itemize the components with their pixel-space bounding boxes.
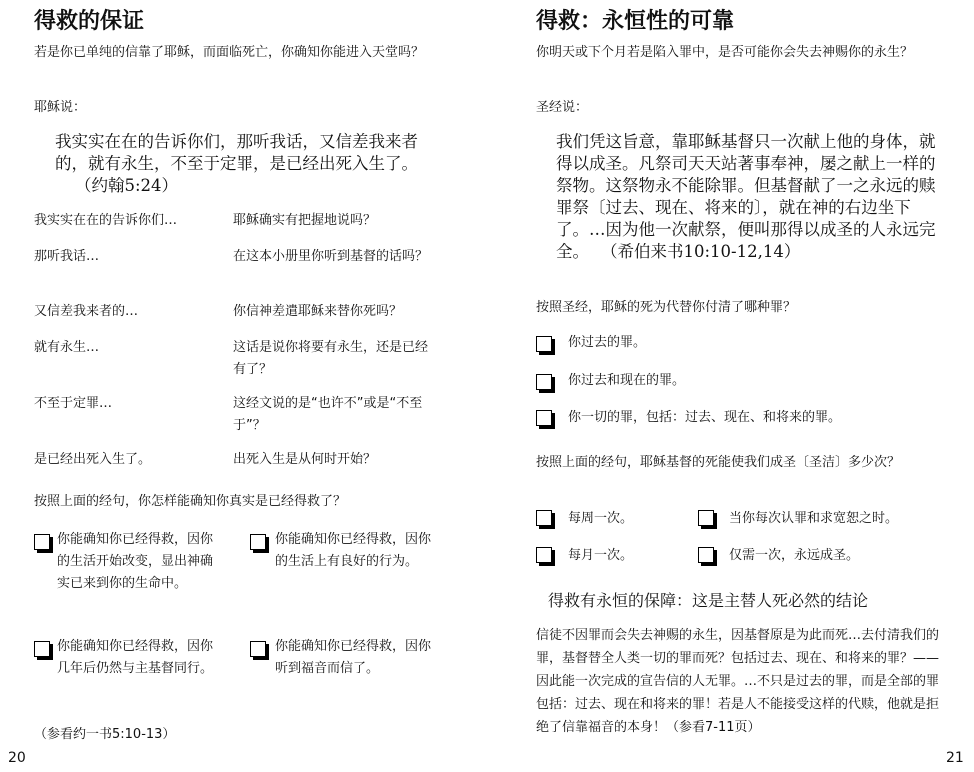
quote-text: 我实实在在的告诉你们，那听我话，又信差我来者的，就有永生，不至于定罪，是已经出死入生了。 [55, 132, 418, 173]
option-2-text: 你能确知你已经得救，因你的生活上有良好的行为。 [275, 532, 432, 569]
row-right-3: 你信神差遣耶稣来替你死吗？ [233, 304, 403, 319]
checkbox-past-sins[interactable] [536, 336, 552, 352]
weekly-text: 每周一次。 [568, 511, 634, 526]
checkbox-once-forever[interactable] [698, 547, 714, 563]
row-left-4: 就有永生… [34, 340, 100, 355]
checkbox-past-present-sins[interactable] [536, 374, 552, 390]
checkbox-option-1[interactable] [34, 534, 50, 550]
row-right-2: 在这本小册里你听到基督的话吗？ [233, 249, 429, 264]
quote-reference: （约翰5:24） [75, 176, 179, 195]
row-right-5: 这经文说的是“也许不”或是“不至于”？ [233, 396, 423, 433]
jesus-says-label: 耶稣说： [34, 100, 87, 115]
option-4-text: 你能确知你已经得救，因你听到福音而信了。 [275, 639, 432, 676]
scripture-says-label: 圣经说： [536, 100, 589, 115]
row-left-3: 又信差我来者的… [34, 304, 139, 319]
left-reference: （参看约一书5:10-13） [34, 727, 176, 742]
right-intro: 你明天或下个月若是陷入罪中，是否可能你会失去神赐你的永生？ [536, 45, 914, 60]
left-question: 按照上面的经句，你怎样能确知你真实是已经得救了？ [34, 494, 347, 509]
left-scripture-quote [55, 131, 435, 197]
row-left-1: 我实实在在的告诉你们… [34, 213, 178, 228]
quote-reference: （希伯来书10:10-12,14） [601, 242, 801, 261]
right-page-title: 得救：永恒性的可靠 [536, 9, 735, 34]
right-question-2: 按照上面的经句，耶稣基督的死能使我们成圣〔圣洁〕多少次？ [536, 455, 901, 470]
row-left-6: 是已经出死入生了。 [34, 452, 152, 467]
monthly-text: 每月一次。 [568, 548, 634, 563]
checkbox-weekly[interactable] [536, 510, 552, 526]
once-forever-text: 仅需一次，永远成圣。 [729, 548, 860, 563]
past-present-sins-text: 你过去和现在的罪。 [568, 373, 686, 388]
left-page-title: 得救的保证 [34, 9, 145, 34]
option-3-text: 你能确知你已经得救，因你几年后仍然与主基督同行。 [57, 639, 214, 676]
option-1-text: 你能确知你已经得救，因你的生活开始改变，显出神确实已来到你的生命中。 [57, 532, 214, 591]
right-question-1: 按照圣经，耶稣的死为代替你付清了哪种罪？ [536, 300, 797, 315]
left-page-number: 20 [8, 750, 26, 766]
checkbox-all-sins[interactable] [536, 410, 552, 426]
all-sins-text: 你一切的罪，包括：过去、现在、和将来的罪。 [568, 410, 842, 425]
checkbox-option-4[interactable] [250, 641, 266, 657]
checkbox-option-3[interactable] [34, 641, 50, 657]
right-closing-paragraph: 信徒不因罪而会失去神赐的永生，因基督原是为此而死…去付清我们的罪，基督替全人类一切的罪而死？包括过去、现在、和将来的罪？——因此能一次完成的宣告信的人无罪。…不只是过去的罪，而是全部的罪包括：过去、现在和将来的罪！若是人不能接受这样的代赎，他就是拒绝了信靠福音的本身！（参看7-11页） [536, 628, 940, 735]
right-page-number: 21 [946, 750, 964, 766]
checkbox-each-confession[interactable] [698, 510, 714, 526]
row-right-1: 耶稣确实有把握地说吗？ [233, 213, 377, 228]
left-intro: 若是你已单纯的信靠了耶稣，而面临死亡，你确知你能进入天堂吗？ [34, 45, 425, 60]
row-right-4: 这话是说你将要有永生，还是已经有了？ [233, 340, 429, 377]
past-sins-text: 你过去的罪。 [568, 335, 647, 350]
row-left-5: 不至于定罪… [34, 396, 113, 411]
row-right-6: 出死入生是从何时开始？ [233, 452, 377, 467]
row-left-2: 那听我话… [34, 249, 100, 264]
checkbox-monthly[interactable] [536, 547, 552, 563]
right-subheading: 得救有永恒的保障：这是主替人死必然的结论 [548, 591, 869, 610]
checkbox-option-2[interactable] [250, 534, 266, 550]
right-scripture-quote [556, 131, 936, 263]
quote-text: 我们凭这旨意，靠耶稣基督只一次献上他的身体，就得以成圣。凡祭司天天站著事奉神，屡之献上一样的祭物。这祭物永不能除罪。但基督献了一之永远的赎罪祭〔过去、现在、将来的〕，就在神的右边坐下了。…因为他一次献祭，便叫那得以成圣的人永远完全。 [556, 132, 936, 261]
each-confession-text: 当你每次认罪和求宽恕之时。 [729, 511, 899, 526]
